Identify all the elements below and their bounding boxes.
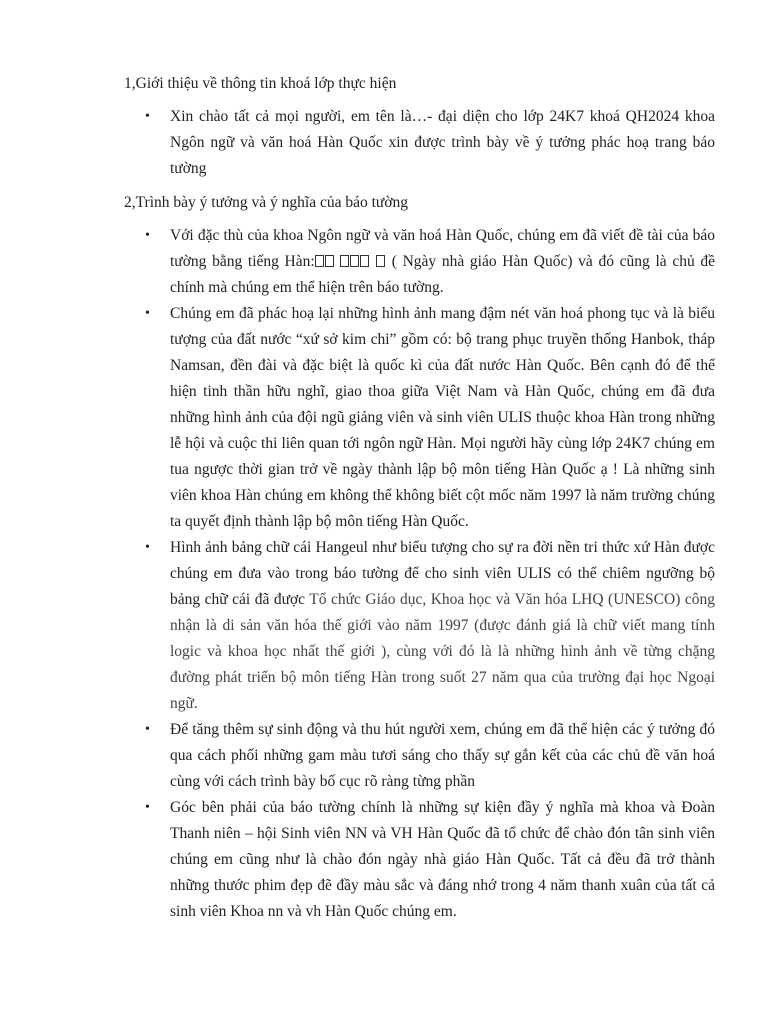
list-item: [145, 535, 715, 717]
bullet-icon: •: [145, 109, 150, 124]
list-item-text: Để tăng thêm sự sinh động và thu hút người xem, chúng em đã thể hiện các ý tưởng đó qua cách phối những gam màu tươi sáng cho thấy sự gắn kết của các chủ đề văn hoá cùng với cách trình bày bố cục rõ ràng từng phần: [170, 721, 715, 790]
list-item-text: Góc bên phải của báo tường chính là những sự kiện đầy ý nghĩa mà khoa và Đoàn Thanh niên – hội Sinh viên NN và VH Hàn Quốc đã tổ chức để chào đón tân sinh viên chúng em cũng như là chào đón ngày nhà giáo Hàn Quốc. Tất cả đều đã trở thành những thước phim đẹp đẽ đầy màu sắc và đáng nhớ trong 4 năm thanh xuân của tất cả sinh viên Khoa nn và vh Hàn Quốc chúng em.: [170, 799, 715, 920]
bullet-icon: •: [145, 306, 150, 321]
korean-title-missing-glyphs: [315, 253, 386, 270]
list-item: [145, 717, 715, 795]
list-item: [145, 301, 715, 535]
list-item: [145, 795, 715, 925]
list-item: [145, 223, 715, 301]
bullet-icon: •: [145, 540, 150, 555]
bullet-icon: •: [145, 800, 150, 815]
list-item-text-unesco: Tổ chức Giáo dục, Khoa học và Văn hóa LHQ (UNESCO) công nhận là di sản văn hóa thế giới vào năm 1997 (được đánh giá là chữ viết mang tính logic và khoa học nhất thế giới ), cùng với đó là là những hình ảnh về từng chặng đường phát triển bộ môn tiếng Hàn trong suốt 27 năm qua của trường đại học Ngoại ngữ.: [170, 591, 715, 712]
section2-heading: 2,Trình bày ý tưởng và ý nghĩa của báo tường: [124, 194, 409, 211]
section1-heading: 1,Giới thiệu về thông tin khoá lớp thực hiện: [124, 75, 397, 92]
bullet-icon: •: [145, 228, 150, 243]
bullet-icon: •: [145, 722, 150, 737]
list-item-text-before: Với đặc thù của khoa Ngôn ngữ và văn hoá Hàn Quốc, chúng em đã viết đề tài của báo tường bằng tiếng Hàn:: [170, 227, 715, 270]
section1-list: [145, 104, 715, 182]
section2-list: [145, 223, 715, 925]
list-item-text: Chúng em đã phác hoạ lại những hình ảnh mang đậm nét văn hoá phong tục và là biểu tượng của đất nước “xứ sở kim chi” gồm có: bộ trang phục truyền thống Hanbok, tháp Namsan, đền đài và đặc biệt là quốc kì của đất nước Hàn Quốc. Bên cạnh đó để thể hiện tinh thần hữu nghĩ, giao thoa giữa Việt Nam và Hàn Quốc, chúng em đã đưa những hình ảnh của đội ngũ giảng viên và sinh viên ULIS thuộc khoa Hàn trong những lễ hội và cuộc thi liên quan tới ngôn ngữ Hàn. Mọi người hãy cùng lớp 24K7 chúng em tua ngược thời gian trở về ngày thành lập bộ môn tiếng Hàn Quốc ạ ! Là những sinh viên khoa Hàn chúng em không thể không biết cột mốc năm 1997 là năm trường chúng ta quyết định thành lập bộ môn tiếng Hàn Quốc.: [170, 305, 715, 530]
list-item-text: Hình ảnh bảng chữ cái Hangeul như biểu tượng cho sự ra đời nền tri thức xứ Hàn được chúng em đưa vào trong báo tường để cho sinh viên ULIS có thể chiêm ngưỡng bộ bảng chữ cái đã được: [170, 539, 715, 608]
list-item-text-after: ( Ngày nhà giáo Hàn Quốc) và đó cũng là chủ đề chính mà chúng em thể hiện trên báo tường.: [170, 253, 716, 296]
list-item-text: Xin chào tất cả mọi người, em tên là…- đại diện cho lớp 24K7 khoá QH2024 khoa Ngôn ngữ và văn hoá Hàn Quốc xin được trình bày về ý tưởng phác hoạ trang báo tường: [170, 108, 715, 177]
list-item: [145, 104, 715, 182]
